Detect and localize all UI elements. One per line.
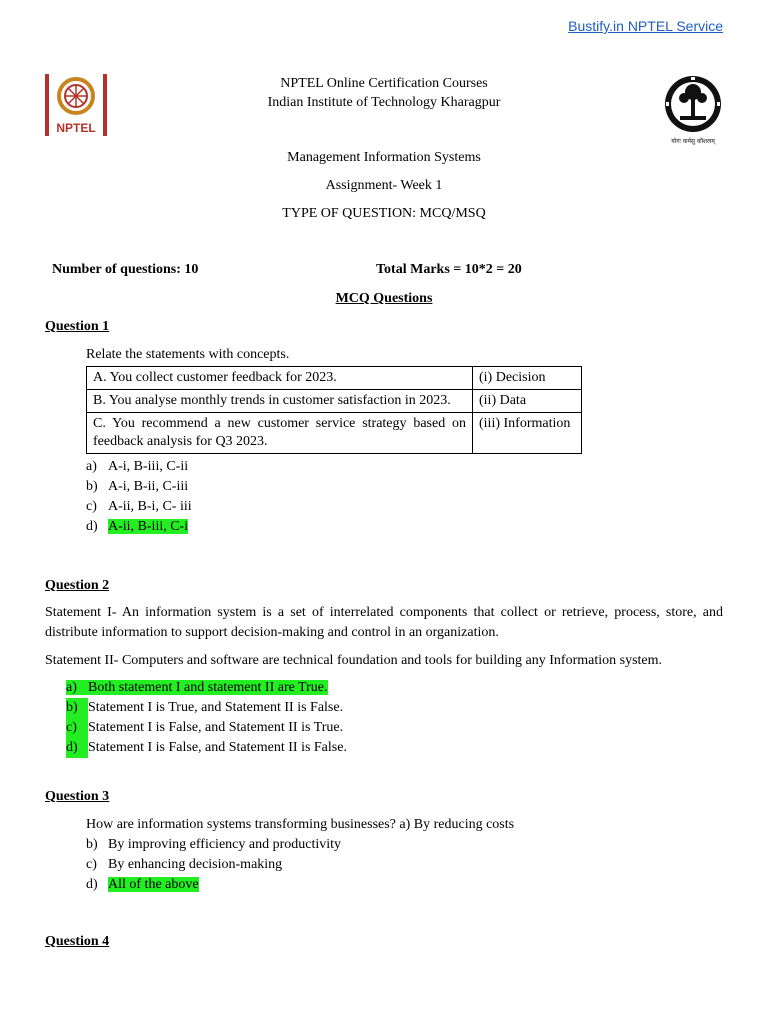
table-cell: (iii) Information <box>473 413 582 454</box>
question-1-title: Question 1 <box>45 319 110 334</box>
question-2-title: Question 2 <box>45 578 110 593</box>
table-cell: C. You recommend a new customer service strategy based on feedback analysis for Q3 2023. <box>87 413 473 454</box>
option-text: A-i, B-ii, C-iii <box>108 479 189 494</box>
option-text: Statement I is False, and Statement II is True. <box>88 720 344 735</box>
option-c[interactable] <box>66 718 347 738</box>
svg-text:योगः कर्मसु कौशलम्: योगः कर्मसु कौशलम् <box>671 138 715 145</box>
option-letter: c) <box>86 499 97 514</box>
course-title: Management Information Systems <box>287 150 481 165</box>
option-letter: a) <box>86 459 97 474</box>
option-letter: b) <box>86 479 98 494</box>
option-letter: b) <box>86 837 98 852</box>
option-letter: d) <box>66 738 88 758</box>
table-cell: (i) Decision <box>473 367 582 390</box>
question-2-statement-1: Statement I- An information system is a set of interrelated components that collect or retrieve, process, store, and distribute information to support decision-making and control in an organization. <box>45 605 723 640</box>
option-text: A-ii, B-i, C- iii <box>108 499 192 514</box>
num-questions <box>52 262 198 278</box>
option-text-correct: All of the above <box>108 877 199 892</box>
option-c[interactable] <box>86 855 341 875</box>
question-1-options <box>86 457 192 537</box>
option-b[interactable] <box>86 835 341 855</box>
option-text: By improving efficiency and productivity <box>108 837 342 852</box>
relation-table <box>86 366 582 454</box>
option-letter: c) <box>66 718 88 738</box>
table-row <box>87 390 582 413</box>
header-line2: Indian Institute of Technology Kharagpur <box>267 95 501 110</box>
question-type: TYPE OF QUESTION: MCQ/MSQ <box>282 206 486 221</box>
question-3-title: Question 3 <box>45 789 110 804</box>
table-cell: (ii) Data <box>473 390 582 413</box>
service-link[interactable]: Bustify.in NPTEL Service <box>568 18 723 34</box>
option-a[interactable] <box>66 678 347 698</box>
option-text: A-i, B-iii, C-ii <box>108 459 189 474</box>
option-text: By enhancing decision-making <box>108 857 283 872</box>
svg-text:NPTEL: NPTEL <box>56 121 96 135</box>
header-block <box>0 74 768 112</box>
option-d[interactable] <box>86 875 341 895</box>
num-questions-value: : 10 <box>176 262 199 277</box>
option-letter: b) <box>66 698 88 718</box>
question-2-statement-2: Statement II- Computers and software are technical foundation and tools for building any Information system. <box>45 653 663 668</box>
option-letter: d) <box>86 877 98 892</box>
question-4-title: Question 4 <box>45 934 110 949</box>
header-line1: NPTEL Online Certification Courses <box>280 76 488 91</box>
table-cell: B. You analyse monthly trends in customer satisfaction in 2023. <box>87 390 473 413</box>
option-c[interactable] <box>86 497 192 517</box>
total-marks: Total Marks = 10*2 = 20 <box>376 262 522 277</box>
option-text: Both statement I and statement II are True. <box>88 680 328 695</box>
option-text-correct: A-ii, B-iii, C-i <box>108 519 189 534</box>
option-letter: c) <box>86 857 97 872</box>
option-b[interactable] <box>66 698 347 718</box>
num-questions-label: Number of questions <box>52 262 177 277</box>
option-letter: d) <box>86 519 98 534</box>
option-letter: a) <box>66 680 77 695</box>
option-d[interactable] <box>86 517 192 537</box>
table-row <box>87 367 582 390</box>
option-d[interactable] <box>66 738 347 758</box>
assignment-title: Assignment- Week 1 <box>325 178 443 193</box>
question-3-options <box>86 835 341 895</box>
table-row <box>87 413 582 454</box>
option-text: Statement I is True, and Statement II is False. <box>88 700 344 715</box>
section-title: MCQ Questions <box>335 291 433 306</box>
question-2-options <box>66 678 347 758</box>
option-a[interactable] <box>86 457 192 477</box>
table-cell: A. You collect customer feedback for 2023. <box>87 367 473 390</box>
option-b[interactable] <box>86 477 192 497</box>
option-text: Statement I is False, and Statement II is False. <box>88 740 347 755</box>
option-text-correct <box>66 680 328 695</box>
question-3-prompt: How are information systems transforming businesses? a) By reducing costs <box>86 817 515 832</box>
question-1-prompt: Relate the statements with concepts. <box>86 347 290 362</box>
